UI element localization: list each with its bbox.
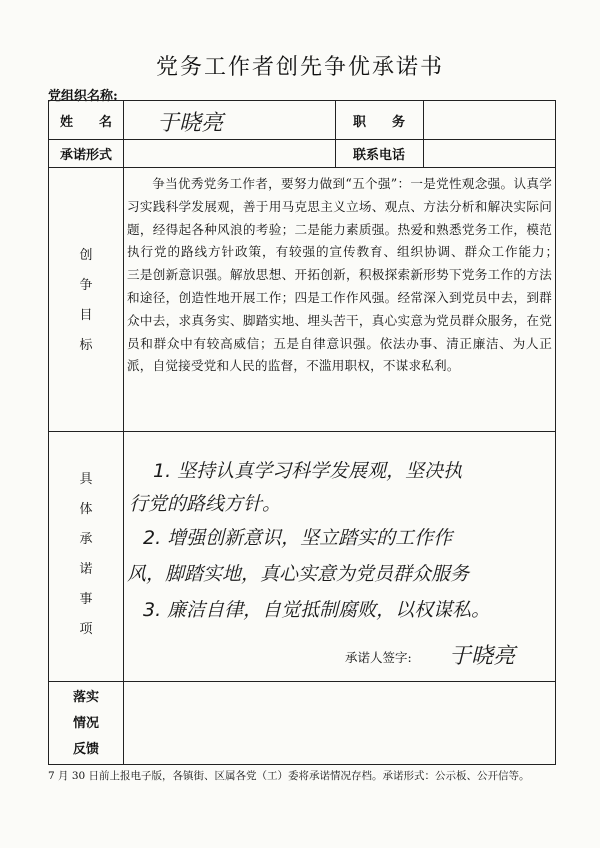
- pledge-label: [49, 465, 123, 645]
- feedback-label-line: 反馈: [72, 742, 99, 757]
- row-divider: [49, 431, 555, 432]
- pledge-line: 2. 增强创新意识，坚立踏实的工作作: [143, 527, 453, 549]
- document-title: 党务工作者创先争优承诺书: [155, 55, 444, 80]
- feedback-label: [49, 685, 123, 763]
- pledge-line: 风，脚踏实地，真心实意为党员群众服务: [127, 563, 470, 585]
- feedback-label-line: 落实: [72, 690, 99, 705]
- feedback-label-line: 情况: [72, 716, 99, 731]
- name-handwritten: 于晓亮: [157, 111, 224, 136]
- org-name-label: 党组织名称:: [48, 89, 118, 104]
- phone-value[interactable]: [423, 139, 555, 167]
- pledge-label-char: 承: [79, 532, 93, 547]
- pledge-label-char: 项: [79, 622, 93, 637]
- form-value[interactable]: [123, 139, 335, 167]
- goal-label-char: 争: [79, 278, 93, 293]
- goal-label-char: 标: [79, 338, 93, 353]
- pledge-label-char: 诺: [79, 562, 93, 577]
- column-divider: [123, 101, 124, 764]
- form-label: 承诺形式: [59, 147, 112, 163]
- pledge-line: 行党的路线方针。: [129, 493, 282, 515]
- goal-label-char: 目: [79, 308, 93, 323]
- pledge-label-char: 体: [79, 502, 93, 517]
- phone-label: 联系电话: [352, 147, 405, 163]
- name-label: 姓 名: [59, 114, 112, 130]
- row-divider: [49, 167, 555, 168]
- position-value[interactable]: [423, 101, 555, 139]
- pledge-line: 3. 廉洁自律，自觉抵制腐败，以权谋私。: [143, 599, 491, 621]
- pledge-form-table: [48, 100, 565, 765]
- pledge-label-char: 具: [79, 472, 93, 487]
- goal-label-char: 创: [79, 248, 93, 263]
- position-label: 职 务: [352, 114, 405, 130]
- pledge-label-char: 事: [79, 592, 93, 607]
- goal-text: 争当优秀党务工作者，要努力做到“五个强”：一是党性观念强。认真学习实践科学发展观，善于用马克思主义立场、观点、方法分析和解决实际问题，经得起各种风浪的考验；二是能力素质强。热爱和熟悉党务工作，模范执行党的路线方针政策，有较强的宣传教育、组织协调、群众工作能力； 三是创新意识强。解放思想、开拓创新，积极探索新形势下党务工作的方法和途径，创造性地开展工作；四是工作作风强。经常深入到党员中去，到群众中去，求真务实、脚踏实地、埋头苦干，真心实意为党员群众服务，在党员和群众中有较高威信；五是自律意识强。依法办事、清正廉洁、为人正派，自觉接受党和人民的监督，不滥用职权，不谋求私利。: [127, 176, 565, 374]
- signer-signature: 于晓亮: [449, 644, 516, 669]
- goal-label: [49, 241, 123, 361]
- signer-label: 承诺人签字:: [345, 650, 412, 665]
- footer-note: 7 月 30 日前上报电子版，各镇街、区属各党（工）委将承诺情况存档。承诺形式：公示板、公开信等。: [48, 770, 530, 782]
- pledge-line: 1. 坚持认真学习科学发展观，坚决执: [153, 460, 463, 482]
- feedback-value[interactable]: [123, 681, 555, 764]
